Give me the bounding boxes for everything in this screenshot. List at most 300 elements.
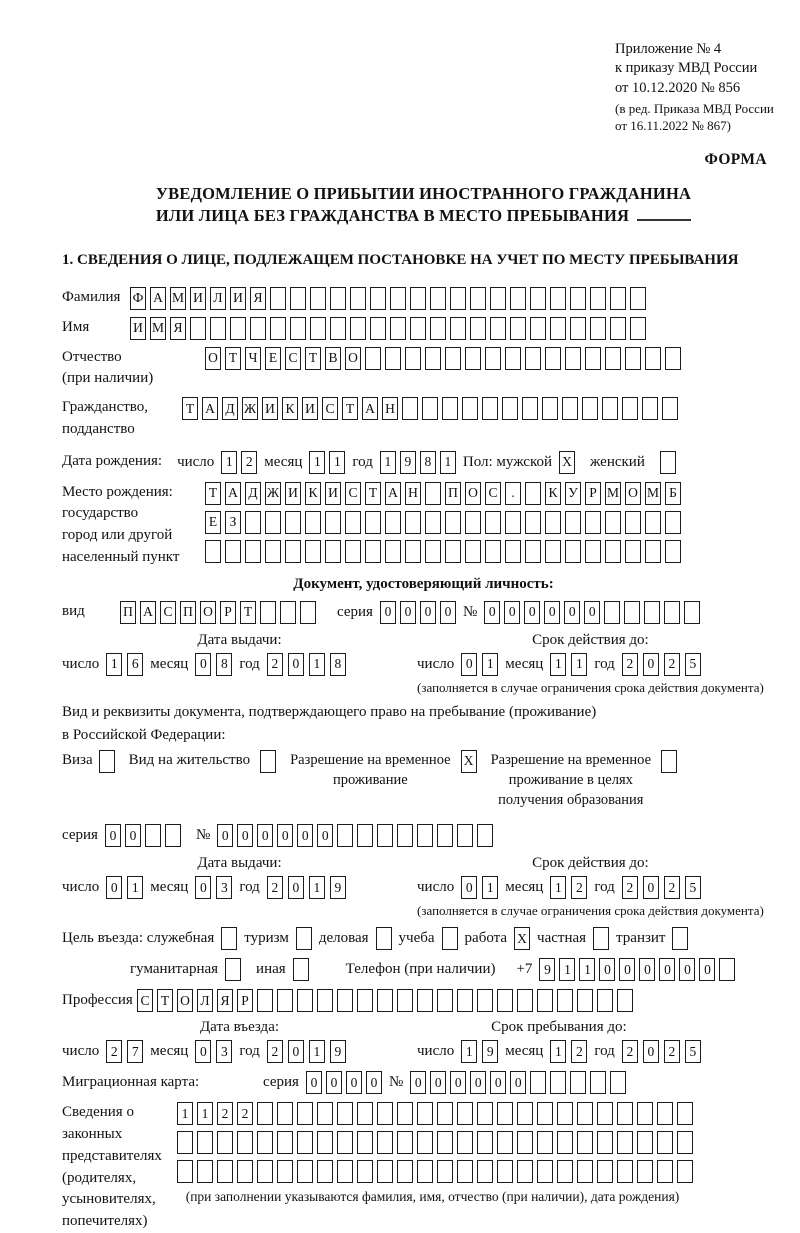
char-box[interactable] xyxy=(530,1071,546,1094)
char-box[interactable] xyxy=(225,540,241,563)
char-box[interactable]: С xyxy=(160,601,176,624)
profession-boxes[interactable] xyxy=(137,989,633,1012)
char-box[interactable]: 0 xyxy=(504,601,520,624)
char-box[interactable]: 6 xyxy=(127,653,143,676)
temp-residence-checkbox[interactable] xyxy=(461,750,477,773)
char-box[interactable] xyxy=(577,1160,593,1183)
char-box[interactable] xyxy=(622,397,638,420)
char-box[interactable]: 1 xyxy=(221,451,237,474)
char-box[interactable] xyxy=(597,1102,613,1125)
char-box[interactable] xyxy=(417,1102,433,1125)
char-box[interactable]: 2 xyxy=(241,451,257,474)
char-box[interactable] xyxy=(177,1160,193,1183)
char-box[interactable] xyxy=(310,287,326,310)
char-box[interactable] xyxy=(450,287,466,310)
char-box[interactable] xyxy=(385,347,401,370)
char-box[interactable] xyxy=(510,287,526,310)
char-box[interactable] xyxy=(230,317,246,340)
char-box[interactable] xyxy=(542,397,558,420)
phone-boxes[interactable] xyxy=(539,958,735,981)
char-box[interactable] xyxy=(604,601,620,624)
char-box[interactable] xyxy=(437,1131,453,1154)
char-box[interactable] xyxy=(465,347,481,370)
char-box[interactable]: 8 xyxy=(330,653,346,676)
char-box[interactable]: Ч xyxy=(245,347,261,370)
char-box[interactable] xyxy=(582,397,598,420)
char-box[interactable] xyxy=(390,287,406,310)
char-box[interactable]: 0 xyxy=(639,958,655,981)
char-box[interactable] xyxy=(505,511,521,534)
char-box[interactable]: 0 xyxy=(400,601,416,624)
char-box[interactable]: 0 xyxy=(643,653,659,676)
sex-female-checkbox[interactable] xyxy=(660,451,676,474)
residence-permit-checkbox[interactable] xyxy=(260,750,276,773)
birthplace-row2-boxes[interactable] xyxy=(205,511,681,534)
char-box[interactable] xyxy=(637,1102,653,1125)
char-box[interactable]: М xyxy=(150,317,166,340)
char-box[interactable]: И xyxy=(285,482,301,505)
purpose-service-checkbox[interactable] xyxy=(221,927,237,950)
char-box[interactable] xyxy=(350,287,366,310)
char-box[interactable] xyxy=(270,287,286,310)
char-box[interactable] xyxy=(337,1102,353,1125)
char-box[interactable] xyxy=(277,1160,293,1183)
purpose-humanitarian-checkbox[interactable] xyxy=(225,958,241,981)
char-box[interactable] xyxy=(665,511,681,534)
char-box[interactable]: 2 xyxy=(664,653,680,676)
char-box[interactable]: 0 xyxy=(306,1071,322,1094)
char-box[interactable]: 0 xyxy=(195,1040,211,1063)
char-box[interactable] xyxy=(457,1102,473,1125)
char-box[interactable] xyxy=(345,511,361,534)
char-box[interactable]: 2 xyxy=(237,1102,253,1125)
char-box[interactable]: 1 xyxy=(559,958,575,981)
char-box[interactable] xyxy=(577,989,593,1012)
char-box[interactable]: Я xyxy=(217,989,233,1012)
char-box[interactable] xyxy=(260,601,276,624)
char-box[interactable] xyxy=(497,989,513,1012)
char-box[interactable] xyxy=(585,540,601,563)
char-box[interactable]: Б xyxy=(665,482,681,505)
permit-valid-day-boxes[interactable] xyxy=(461,876,498,899)
char-box[interactable] xyxy=(557,1131,573,1154)
char-box[interactable] xyxy=(325,511,341,534)
char-box[interactable] xyxy=(425,511,441,534)
char-box[interactable]: 8 xyxy=(216,653,232,676)
char-box[interactable]: 0 xyxy=(380,601,396,624)
char-box[interactable]: 0 xyxy=(643,876,659,899)
char-box[interactable]: 2 xyxy=(622,876,638,899)
char-box[interactable] xyxy=(365,347,381,370)
char-box[interactable]: 0 xyxy=(470,1071,486,1094)
char-box[interactable]: Д xyxy=(245,482,261,505)
char-box[interactable] xyxy=(445,511,461,534)
char-box[interactable] xyxy=(565,511,581,534)
char-box[interactable] xyxy=(482,397,498,420)
char-box[interactable]: 1 xyxy=(550,1040,566,1063)
char-box[interactable]: Е xyxy=(265,347,281,370)
char-box[interactable] xyxy=(305,511,321,534)
char-box[interactable]: 5 xyxy=(685,876,701,899)
char-box[interactable]: 0 xyxy=(288,876,304,899)
char-box[interactable] xyxy=(597,1131,613,1154)
char-box[interactable] xyxy=(485,347,501,370)
migcard-number-boxes[interactable] xyxy=(410,1071,626,1094)
char-box[interactable]: Ж xyxy=(242,397,258,420)
char-box[interactable]: С xyxy=(137,989,153,1012)
char-box[interactable]: З xyxy=(225,511,241,534)
char-box[interactable] xyxy=(425,347,441,370)
char-box[interactable]: О xyxy=(200,601,216,624)
char-box[interactable] xyxy=(605,347,621,370)
char-box[interactable] xyxy=(445,540,461,563)
char-box[interactable] xyxy=(545,347,561,370)
char-box[interactable] xyxy=(245,540,261,563)
char-box[interactable] xyxy=(485,540,501,563)
char-box[interactable] xyxy=(357,1102,373,1125)
char-box[interactable] xyxy=(317,1102,333,1125)
char-box[interactable]: 0 xyxy=(410,1071,426,1094)
char-box[interactable] xyxy=(257,989,273,1012)
char-box[interactable]: 0 xyxy=(317,824,333,847)
char-box[interactable]: И xyxy=(130,317,146,340)
char-box[interactable] xyxy=(562,397,578,420)
char-box[interactable] xyxy=(445,347,461,370)
char-box[interactable] xyxy=(357,989,373,1012)
char-box[interactable] xyxy=(502,397,518,420)
char-box[interactable]: П xyxy=(180,601,196,624)
char-box[interactable]: X xyxy=(514,927,530,950)
char-box[interactable]: А xyxy=(362,397,378,420)
char-box[interactable]: 1 xyxy=(571,653,587,676)
patronymic-boxes[interactable] xyxy=(205,347,681,370)
char-box[interactable]: 0 xyxy=(420,601,436,624)
char-box[interactable] xyxy=(517,1131,533,1154)
char-box[interactable]: В xyxy=(325,347,341,370)
char-box[interactable]: 0 xyxy=(326,1071,342,1094)
surname-boxes[interactable] xyxy=(130,287,646,310)
char-box[interactable]: 1 xyxy=(309,451,325,474)
char-box[interactable] xyxy=(210,317,226,340)
char-box[interactable] xyxy=(265,540,281,563)
char-box[interactable]: 0 xyxy=(237,824,253,847)
char-box[interactable] xyxy=(645,540,661,563)
char-box[interactable] xyxy=(437,824,453,847)
char-box[interactable] xyxy=(300,601,316,624)
doc-kind-boxes[interactable] xyxy=(120,601,316,624)
char-box[interactable] xyxy=(664,601,680,624)
char-box[interactable] xyxy=(610,287,626,310)
char-box[interactable]: Р xyxy=(220,601,236,624)
char-box[interactable] xyxy=(402,397,418,420)
char-box[interactable]: 2 xyxy=(571,876,587,899)
char-box[interactable]: 1 xyxy=(440,451,456,474)
char-box[interactable] xyxy=(525,482,541,505)
char-box[interactable] xyxy=(177,1131,193,1154)
char-box[interactable] xyxy=(345,540,361,563)
char-box[interactable] xyxy=(719,958,735,981)
char-box[interactable] xyxy=(260,750,276,773)
char-box[interactable] xyxy=(285,540,301,563)
char-box[interactable] xyxy=(357,1131,373,1154)
char-box[interactable] xyxy=(590,1071,606,1094)
char-box[interactable]: О xyxy=(465,482,481,505)
char-box[interactable]: 1 xyxy=(127,876,143,899)
char-box[interactable] xyxy=(437,1160,453,1183)
char-box[interactable]: 0 xyxy=(544,601,560,624)
char-box[interactable]: 2 xyxy=(106,1040,122,1063)
char-box[interactable]: 9 xyxy=(330,876,346,899)
char-box[interactable]: С xyxy=(322,397,338,420)
char-box[interactable] xyxy=(545,540,561,563)
char-box[interactable] xyxy=(410,287,426,310)
char-box[interactable] xyxy=(585,511,601,534)
char-box[interactable] xyxy=(505,347,521,370)
name-boxes[interactable] xyxy=(130,317,646,340)
char-box[interactable]: 0 xyxy=(599,958,615,981)
char-box[interactable] xyxy=(590,287,606,310)
char-box[interactable] xyxy=(270,317,286,340)
char-box[interactable]: 0 xyxy=(643,1040,659,1063)
char-box[interactable]: Л xyxy=(197,989,213,1012)
representatives-row2-boxes[interactable] xyxy=(177,1131,693,1154)
char-box[interactable] xyxy=(565,347,581,370)
char-box[interactable] xyxy=(280,601,296,624)
char-box[interactable]: 0 xyxy=(288,1040,304,1063)
char-box[interactable] xyxy=(330,317,346,340)
doc-valid-month-boxes[interactable] xyxy=(550,653,587,676)
char-box[interactable] xyxy=(657,1102,673,1125)
char-box[interactable] xyxy=(672,927,688,950)
char-box[interactable] xyxy=(645,511,661,534)
birth-month-boxes[interactable] xyxy=(309,451,345,474)
char-box[interactable] xyxy=(497,1131,513,1154)
char-box[interactable] xyxy=(337,989,353,1012)
char-box[interactable]: 5 xyxy=(685,1040,701,1063)
char-box[interactable] xyxy=(430,287,446,310)
char-box[interactable]: 0 xyxy=(105,824,121,847)
char-box[interactable]: 2 xyxy=(664,876,680,899)
char-box[interactable] xyxy=(465,511,481,534)
char-box[interactable] xyxy=(677,1102,693,1125)
char-box[interactable] xyxy=(577,1131,593,1154)
char-box[interactable]: 0 xyxy=(510,1071,526,1094)
entry-year-boxes[interactable] xyxy=(267,1040,346,1063)
char-box[interactable]: А xyxy=(150,287,166,310)
char-box[interactable]: 0 xyxy=(659,958,675,981)
char-box[interactable]: 2 xyxy=(664,1040,680,1063)
char-box[interactable] xyxy=(377,1102,393,1125)
char-box[interactable] xyxy=(257,1131,273,1154)
stay-month-boxes[interactable] xyxy=(550,1040,587,1063)
char-box[interactable] xyxy=(477,989,493,1012)
char-box[interactable]: 0 xyxy=(461,653,477,676)
permit-series-boxes[interactable] xyxy=(105,824,181,847)
birth-year-boxes[interactable] xyxy=(380,451,456,474)
char-box[interactable]: И xyxy=(325,482,341,505)
char-box[interactable]: Т xyxy=(182,397,198,420)
sex-male-checkbox[interactable] xyxy=(559,451,575,474)
char-box[interactable]: 2 xyxy=(622,653,638,676)
char-box[interactable] xyxy=(590,317,606,340)
char-box[interactable] xyxy=(644,601,660,624)
char-box[interactable] xyxy=(630,287,646,310)
char-box[interactable]: Т xyxy=(240,601,256,624)
char-box[interactable] xyxy=(677,1131,693,1154)
char-box[interactable]: Р xyxy=(237,989,253,1012)
char-box[interactable] xyxy=(225,958,241,981)
char-box[interactable]: Е xyxy=(205,511,221,534)
char-box[interactable]: Л xyxy=(210,287,226,310)
char-box[interactable] xyxy=(350,317,366,340)
char-box[interactable] xyxy=(525,347,541,370)
char-box[interactable] xyxy=(257,1102,273,1125)
char-box[interactable]: М xyxy=(605,482,621,505)
char-box[interactable]: 9 xyxy=(330,1040,346,1063)
char-box[interactable] xyxy=(550,1071,566,1094)
char-box[interactable] xyxy=(377,824,393,847)
char-box[interactable]: 9 xyxy=(482,1040,498,1063)
char-box[interactable]: Ф xyxy=(130,287,146,310)
char-box[interactable] xyxy=(610,1071,626,1094)
char-box[interactable] xyxy=(417,1131,433,1154)
char-box[interactable] xyxy=(397,1160,413,1183)
char-box[interactable]: 1 xyxy=(482,653,498,676)
char-box[interactable]: К xyxy=(305,482,321,505)
char-box[interactable] xyxy=(661,750,677,773)
char-box[interactable] xyxy=(410,317,426,340)
char-box[interactable] xyxy=(285,511,301,534)
char-box[interactable] xyxy=(625,347,641,370)
char-box[interactable] xyxy=(593,927,609,950)
birth-day-boxes[interactable] xyxy=(221,451,257,474)
char-box[interactable]: 1 xyxy=(177,1102,193,1125)
char-box[interactable]: 0 xyxy=(490,1071,506,1094)
char-box[interactable] xyxy=(245,511,261,534)
char-box[interactable]: Н xyxy=(405,482,421,505)
char-box[interactable]: К xyxy=(545,482,561,505)
char-box[interactable]: К xyxy=(282,397,298,420)
char-box[interactable] xyxy=(290,317,306,340)
char-box[interactable]: 0 xyxy=(461,876,477,899)
char-box[interactable] xyxy=(297,1131,313,1154)
char-box[interactable] xyxy=(497,1160,513,1183)
char-box[interactable]: 1 xyxy=(309,653,325,676)
char-box[interactable] xyxy=(517,1102,533,1125)
char-box[interactable] xyxy=(624,601,640,624)
char-box[interactable] xyxy=(437,989,453,1012)
char-box[interactable]: 0 xyxy=(699,958,715,981)
char-box[interactable] xyxy=(602,397,618,420)
char-box[interactable] xyxy=(310,317,326,340)
char-box[interactable]: 1 xyxy=(106,653,122,676)
char-box[interactable] xyxy=(597,989,613,1012)
char-box[interactable] xyxy=(585,347,601,370)
char-box[interactable] xyxy=(197,1160,213,1183)
char-box[interactable]: 2 xyxy=(267,1040,283,1063)
char-box[interactable]: 0 xyxy=(564,601,580,624)
char-box[interactable] xyxy=(545,511,561,534)
char-box[interactable] xyxy=(297,1102,313,1125)
purpose-tourism-checkbox[interactable] xyxy=(296,927,312,950)
char-box[interactable] xyxy=(397,1131,413,1154)
char-box[interactable] xyxy=(557,1160,573,1183)
char-box[interactable]: 1 xyxy=(550,876,566,899)
char-box[interactable] xyxy=(277,1131,293,1154)
char-box[interactable]: 0 xyxy=(366,1071,382,1094)
char-box[interactable]: А xyxy=(225,482,241,505)
char-box[interactable]: 7 xyxy=(127,1040,143,1063)
char-box[interactable] xyxy=(442,927,458,950)
char-box[interactable] xyxy=(357,1160,373,1183)
char-box[interactable] xyxy=(605,540,621,563)
representatives-row3-boxes[interactable] xyxy=(177,1160,693,1183)
char-box[interactable] xyxy=(657,1160,673,1183)
char-box[interactable]: 9 xyxy=(539,958,555,981)
char-box[interactable] xyxy=(377,989,393,1012)
char-box[interactable] xyxy=(425,540,441,563)
char-box[interactable] xyxy=(477,1102,493,1125)
purpose-transit-checkbox[interactable] xyxy=(672,927,688,950)
char-box[interactable] xyxy=(437,1102,453,1125)
char-box[interactable] xyxy=(550,317,566,340)
char-box[interactable]: У xyxy=(565,482,581,505)
char-box[interactable] xyxy=(525,511,541,534)
char-box[interactable]: О xyxy=(205,347,221,370)
char-box[interactable]: 0 xyxy=(346,1071,362,1094)
char-box[interactable] xyxy=(457,824,473,847)
char-box[interactable] xyxy=(293,958,309,981)
char-box[interactable] xyxy=(537,1102,553,1125)
char-box[interactable] xyxy=(370,317,386,340)
char-box[interactable] xyxy=(457,989,473,1012)
char-box[interactable] xyxy=(517,1160,533,1183)
char-box[interactable]: 0 xyxy=(288,653,304,676)
char-box[interactable] xyxy=(376,927,392,950)
char-box[interactable]: О xyxy=(625,482,641,505)
char-box[interactable]: X xyxy=(559,451,575,474)
char-box[interactable] xyxy=(684,601,700,624)
char-box[interactable]: Я xyxy=(170,317,186,340)
char-box[interactable] xyxy=(417,1160,433,1183)
char-box[interactable] xyxy=(317,1160,333,1183)
doc-number-boxes[interactable] xyxy=(484,601,700,624)
char-box[interactable] xyxy=(217,1131,233,1154)
doc-issue-year-boxes[interactable] xyxy=(267,653,346,676)
char-box[interactable] xyxy=(385,540,401,563)
char-box[interactable] xyxy=(297,989,313,1012)
char-box[interactable] xyxy=(405,347,421,370)
char-box[interactable] xyxy=(257,1160,273,1183)
char-box[interactable]: 1 xyxy=(550,653,566,676)
char-box[interactable]: 1 xyxy=(329,451,345,474)
purpose-business-checkbox[interactable] xyxy=(376,927,392,950)
char-box[interactable]: 0 xyxy=(584,601,600,624)
char-box[interactable] xyxy=(250,317,266,340)
char-box[interactable] xyxy=(317,1131,333,1154)
char-box[interactable]: 9 xyxy=(400,451,416,474)
permit-issue-day-boxes[interactable] xyxy=(106,876,143,899)
char-box[interactable]: 1 xyxy=(482,876,498,899)
purpose-study-checkbox[interactable] xyxy=(442,927,458,950)
char-box[interactable]: 0 xyxy=(524,601,540,624)
char-box[interactable]: И xyxy=(190,287,206,310)
char-box[interactable] xyxy=(390,317,406,340)
purpose-other-checkbox[interactable] xyxy=(293,958,309,981)
char-box[interactable]: С xyxy=(345,482,361,505)
char-box[interactable] xyxy=(625,511,641,534)
char-box[interactable] xyxy=(610,317,626,340)
